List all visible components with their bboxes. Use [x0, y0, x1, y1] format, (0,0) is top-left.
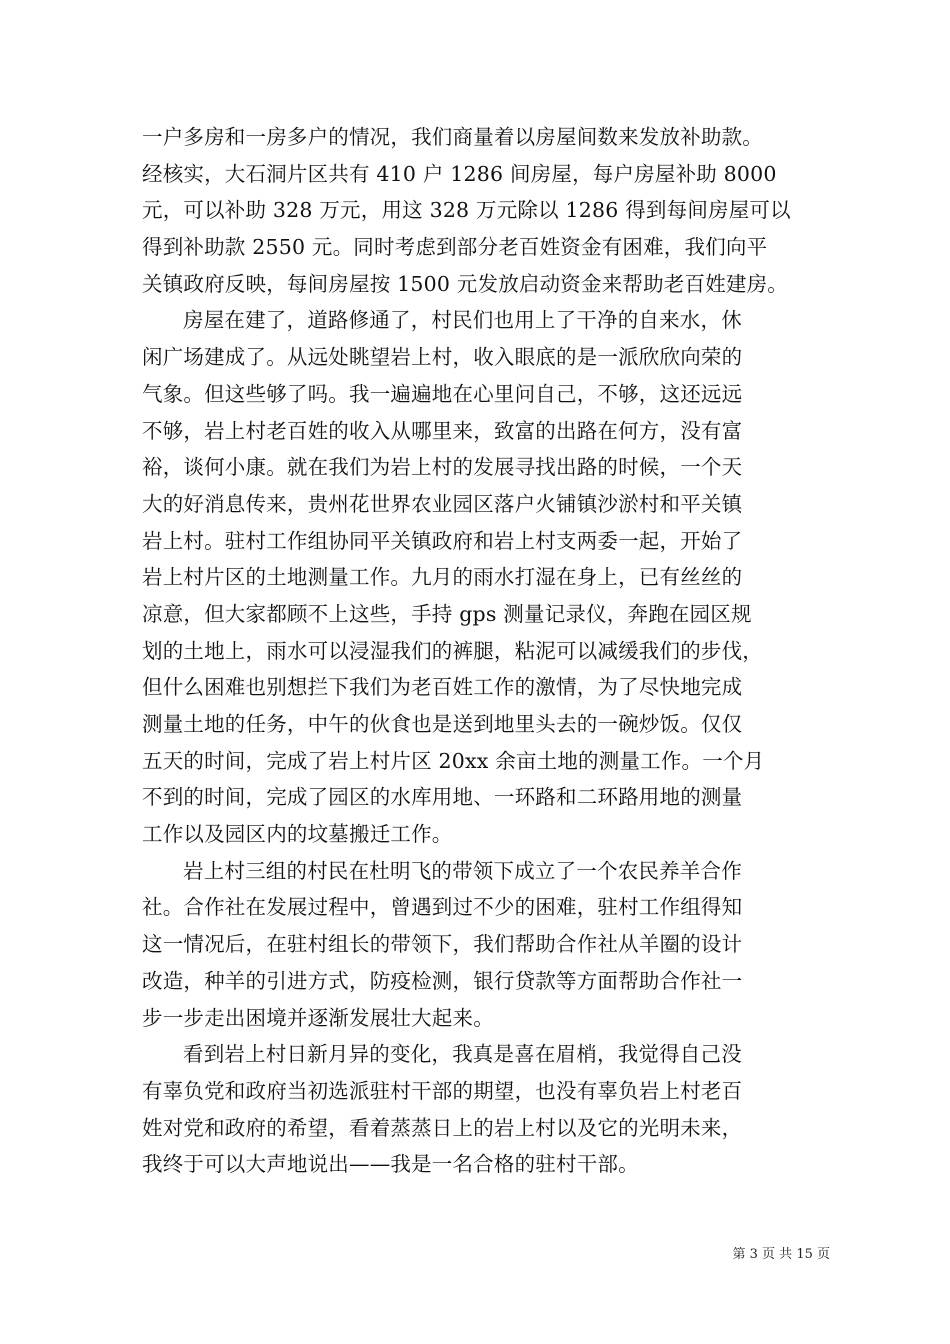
text-line: 不够，岩上村老百姓的收入从哪里来，致富的出路在何方，没有富 — [142, 418, 743, 443]
text-line: 划的土地上，雨水可以浸湿我们的裤腿，粘泥可以减缓我们的步伐， — [142, 638, 763, 663]
paragraph-start-line: 看到岩上村日新月异的变化，我真是喜在眉梢，我觉得自己没 — [183, 1042, 742, 1067]
text-line: 但什么困难也别想拦下我们为老百姓工作的激情，为了尽快地完成 — [142, 675, 743, 700]
paragraph-start-line: 岩上村三组的村民在杜明飞的带领下成立了一个农民养羊合作 — [183, 858, 742, 883]
text-line: 一户多房和一房多户的情况，我们商量着以房屋间数来发放补助款。 — [142, 125, 763, 149]
text-line: 我终于可以大声地说出——我是一名合格的驻村干部。 — [142, 1152, 639, 1177]
text-line: 岩上村片区的土地测量工作。九月的雨水打湿在身上，已有丝丝的 — [142, 565, 743, 590]
text-line: 测量土地的任务，中午的伙食也是送到地里头去的一碗炒饭。仅仅 — [142, 712, 743, 736]
text-line: 这一情况后，在驻村组长的带领下，我们帮助合作社从羊圈的设计 — [142, 932, 743, 957]
text-line: 步一步走出困境并逐渐发展壮大起来。 — [142, 1005, 494, 1030]
text-line: 闲广场建成了。从远处眺望岩上村，收入眼底的是一派欣欣向荣的 — [142, 345, 743, 370]
text-line: 关镇政府反映，每间房屋按 1500 元发放启动资金来帮助老百姓建房。 — [142, 271, 789, 296]
text-line: 经核实，大石洞片区共有 410 户 1286 间房屋，每户房屋补助 8000 — [142, 161, 777, 186]
text-line: 五天的时间，完成了岩上村片区 20xx 余亩土地的测量工作。一个月 — [142, 748, 765, 773]
text-line: 凉意，但大家都顾不上这些，手持 gps 测量记录仪，奔跑在园区规 — [142, 601, 752, 626]
paragraph-start-line: 房屋在建了，道路修通了，村民们也用上了干净的自来水，休 — [183, 308, 742, 333]
text-line: 不到的时间，完成了园区的水库用地、一环路和二环路用地的测量 — [142, 785, 743, 810]
text-line: 得到补助款 2550 元。同时考虑到部分老百姓资金有困难，我们向平 — [142, 235, 768, 260]
text-line: 裕，谈何小康。就在我们为岩上村的发展寻找出路的时候，一个天 — [142, 455, 743, 480]
document-body — [142, 119, 832, 1183]
page-number-footer: 第 3 页 共 15 页 — [732, 1247, 830, 1262]
text-line: 岩上村。驻村工作组协同平关镇政府和岩上村支两委一起，开始了 — [142, 528, 743, 553]
text-line: 社。合作社在发展过程中，曾遇到过不少的困难，驻村工作组得知 — [142, 895, 743, 920]
text-line: 姓对党和政府的希望，看着蒸蒸日上的岩上村以及它的光明未来， — [142, 1115, 743, 1140]
text-line: 改造，种羊的引进方式，防疫检测，银行贷款等方面帮助合作社一 — [142, 968, 743, 993]
text-line: 大的好消息传来，贵州花世界农业园区落户火铺镇沙淤村和平关镇 — [142, 491, 743, 516]
text-line: 工作以及园区内的坟墓搬迁工作。 — [142, 822, 453, 847]
text-line: 元，可以补助 328 万元，用这 328 万元除以 1286 得到每间房屋可以 — [142, 198, 791, 223]
text-line: 气象。但这些够了吗。我一遍遍地在心里问自己，不够，这还远远 — [142, 381, 743, 406]
text-line: 有辜负党和政府当初选派驻村干部的期望，也没有辜负岩上村老百 — [142, 1078, 743, 1103]
